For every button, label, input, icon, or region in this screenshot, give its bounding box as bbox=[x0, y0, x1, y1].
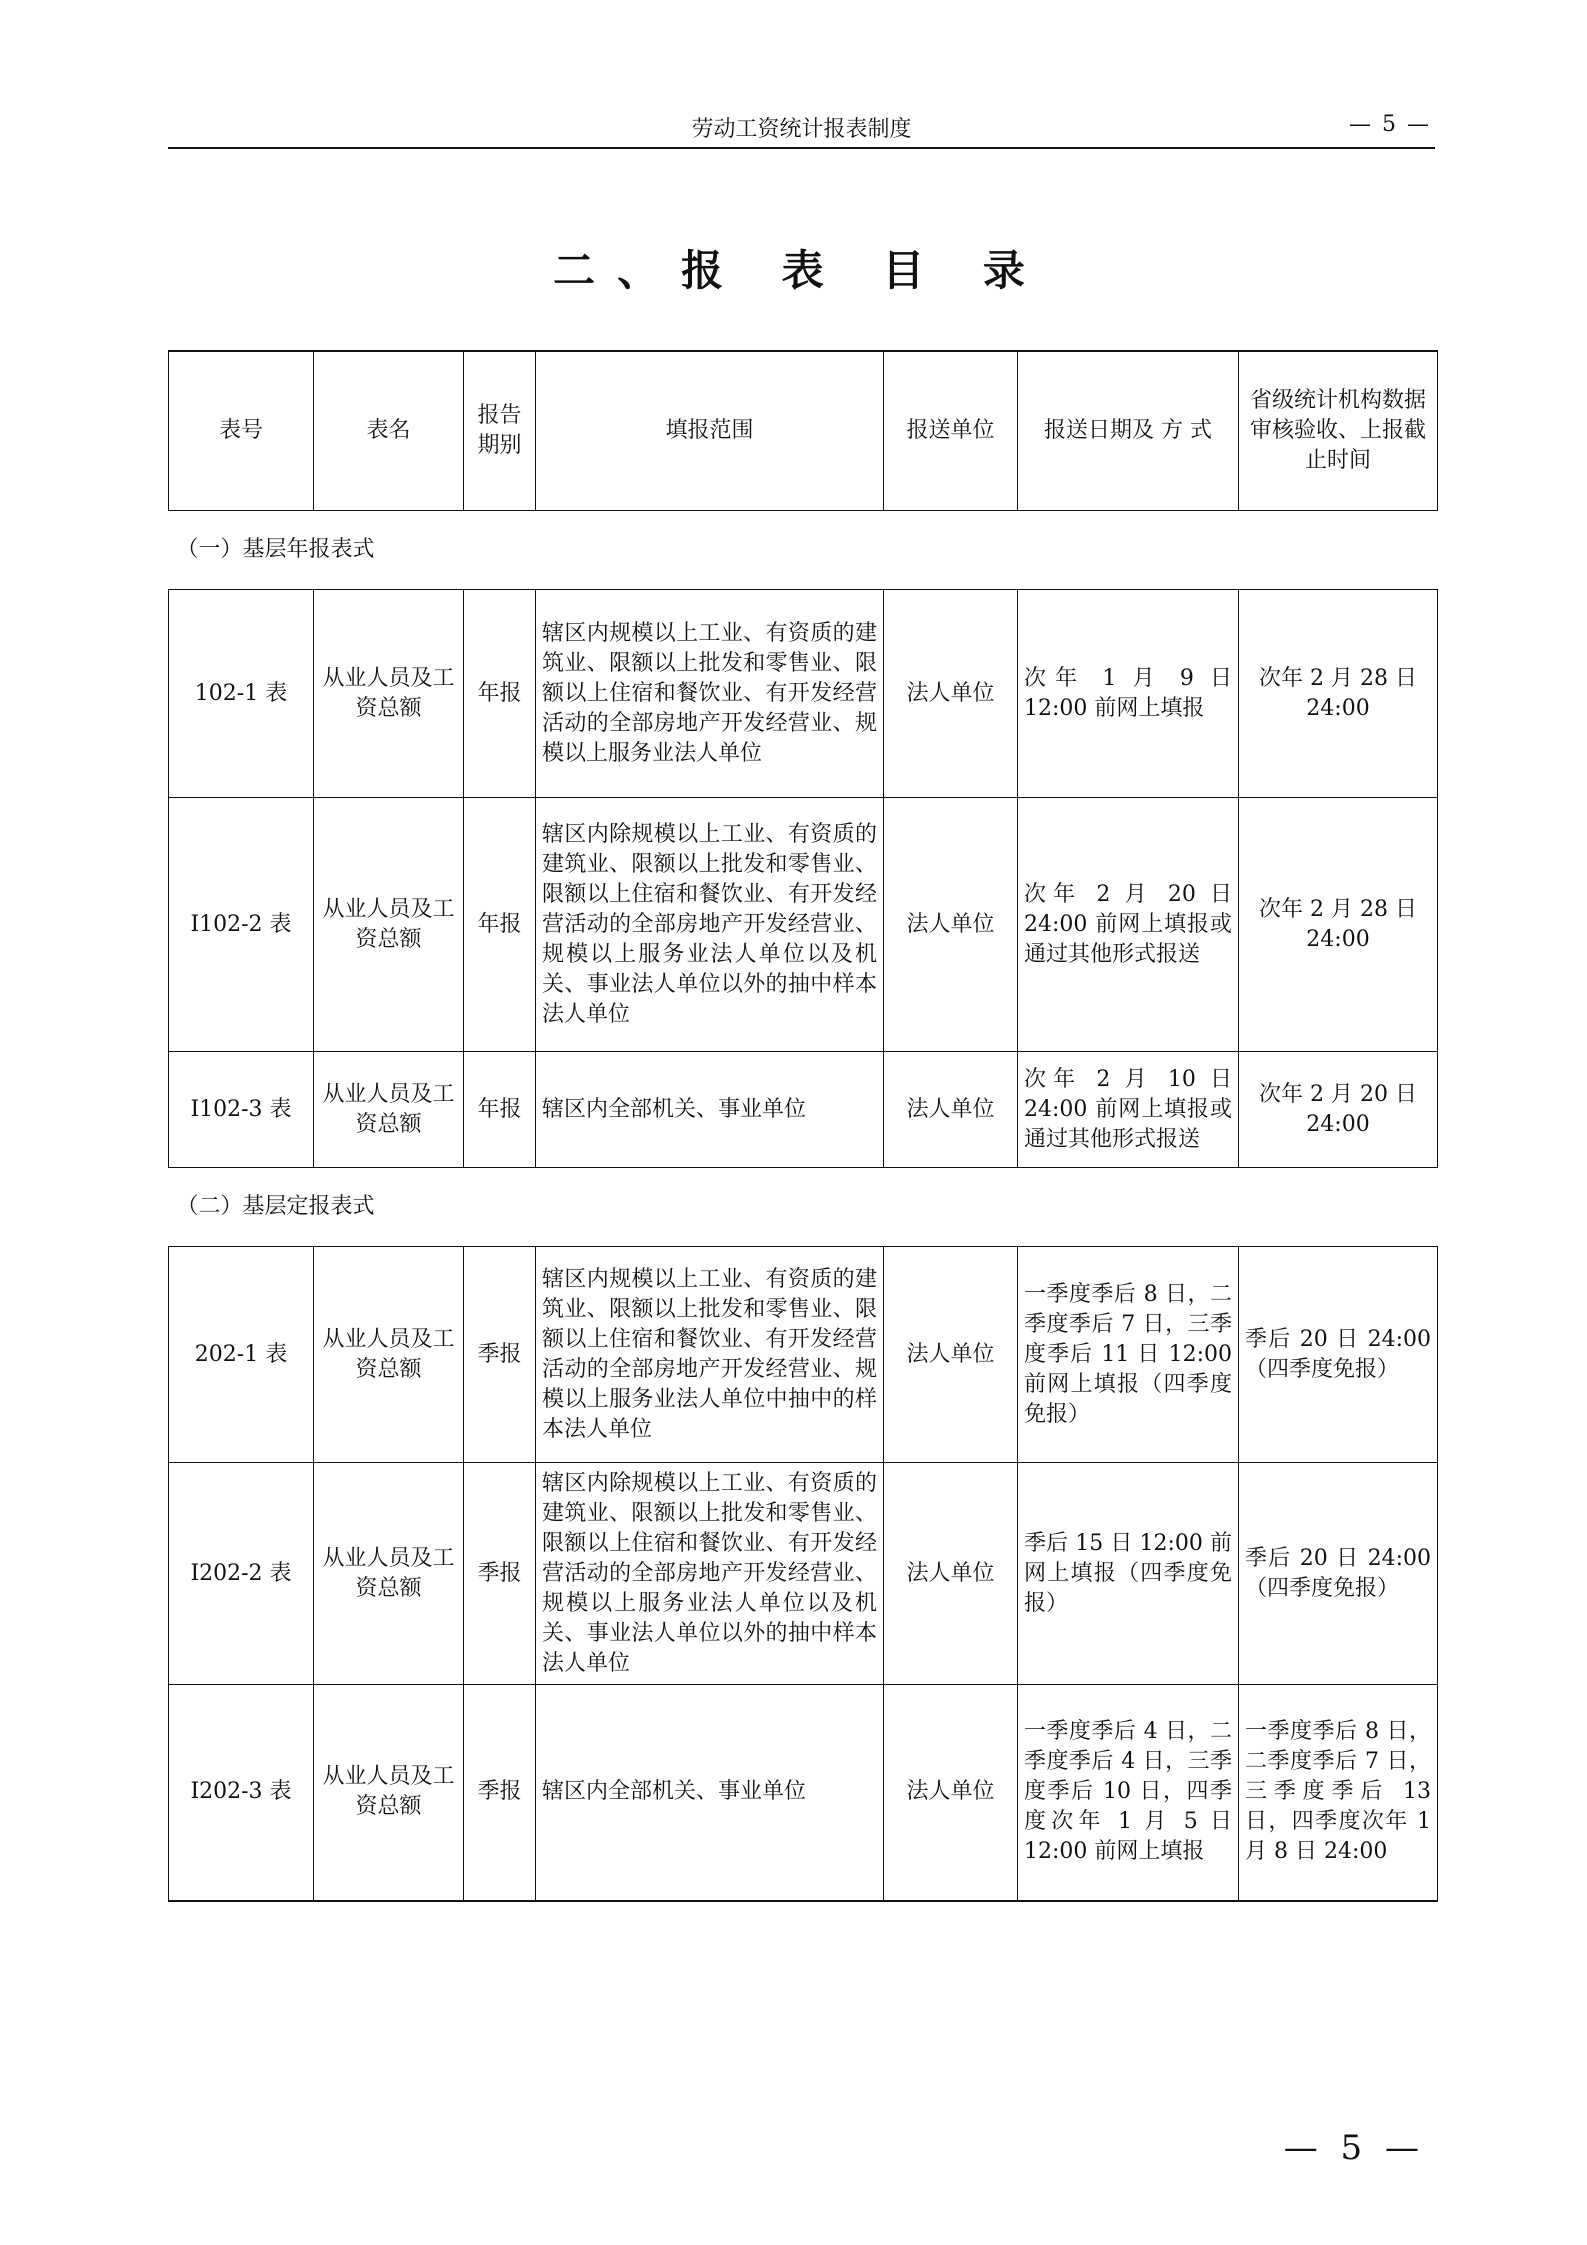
cell-date: 季后 15 日 12:00 前网上填报（四季度免报） bbox=[1018, 1463, 1239, 1685]
cell-period: 年报 bbox=[464, 590, 536, 798]
cell-code: I202-2 表 bbox=[169, 1463, 314, 1685]
report-catalog-table bbox=[168, 350, 1438, 1902]
cell-code: 102-1 表 bbox=[169, 590, 314, 798]
table-row bbox=[169, 1247, 1438, 1463]
cell-scope: 辖区内规模以上工业、有资质的建筑业、限额以上批发和零售业、限额以上住宿和餐饮业、有开发经营活动的全部房地产开发经营业、规模以上服务业法人单位中抽中的样本法人单位 bbox=[536, 1247, 884, 1463]
column-header-deadline: 省级统计机构数据审核验收、上报截止时间 bbox=[1239, 351, 1438, 511]
cell-deadline: 次年 2 月 28 日 24:00 bbox=[1239, 590, 1438, 798]
cell-period: 季报 bbox=[464, 1247, 536, 1463]
cell-unit: 法人单位 bbox=[884, 1052, 1018, 1168]
cell-code: I102-2 表 bbox=[169, 798, 314, 1052]
cell-name: 从业人员及工资总额 bbox=[314, 590, 464, 798]
header-rule bbox=[168, 147, 1435, 149]
cell-deadline: 次年 2 月 28 日 24:00 bbox=[1239, 798, 1438, 1052]
cell-name: 从业人员及工资总额 bbox=[314, 1247, 464, 1463]
cell-name: 从业人员及工资总额 bbox=[314, 798, 464, 1052]
cell-code: I202-3 表 bbox=[169, 1685, 314, 1901]
table-header-row bbox=[169, 351, 1438, 511]
cell-date: 次年 2 月 10 日 24:00 前网上填报或通过其他形式报送 bbox=[1018, 1052, 1239, 1168]
section-row bbox=[169, 511, 1438, 590]
running-header bbox=[168, 112, 1435, 150]
cell-unit: 法人单位 bbox=[884, 798, 1018, 1052]
cell-name: 从业人员及工资总额 bbox=[314, 1685, 464, 1901]
column-header-name: 表名 bbox=[314, 351, 464, 511]
cell-unit: 法人单位 bbox=[884, 1685, 1018, 1901]
table-row bbox=[169, 1685, 1438, 1901]
cell-code: 202-1 表 bbox=[169, 1247, 314, 1463]
table-row bbox=[169, 1052, 1438, 1168]
cell-unit: 法人单位 bbox=[884, 1463, 1018, 1685]
cell-scope: 辖区内规模以上工业、有资质的建筑业、限额以上批发和零售业、限额以上住宿和餐饮业、有开发经营活动的全部房地产开发经营业、规模以上服务业法人单位 bbox=[536, 590, 884, 798]
footer-page-number: — 5 — bbox=[1283, 2128, 1425, 2168]
cell-deadline: 一季度季后 8 日，二季度季后 7 日，三季度季后 13 日，四季度次年 1 月 8 日 24:00 bbox=[1239, 1685, 1438, 1901]
column-header-scope: 填报范围 bbox=[536, 351, 884, 511]
table-row bbox=[169, 1463, 1438, 1685]
cell-unit: 法人单位 bbox=[884, 1247, 1018, 1463]
cell-unit: 法人单位 bbox=[884, 590, 1018, 798]
running-header-page-number: — 5 — bbox=[1349, 112, 1431, 137]
cell-date: 一季度季后 8 日，二季度季后 7 日，三季度季后 11 日 12:00 前网上填报（四季度免报） bbox=[1018, 1247, 1239, 1463]
cell-name: 从业人员及工资总额 bbox=[314, 1463, 464, 1685]
cell-date: 次年 1 月 9 日 12:00 前网上填报 bbox=[1018, 590, 1239, 798]
cell-date: 一季度季后 4 日，二季度季后 4 日，三季度季后 10 日，四季度次年 1 月 5 日 12:00 前网上填报 bbox=[1018, 1685, 1239, 1901]
section-title: （二）基层定报表式 bbox=[169, 1168, 1438, 1247]
cell-period: 年报 bbox=[464, 798, 536, 1052]
cell-scope: 辖区内除规模以上工业、有资质的建筑业、限额以上批发和零售业、限额以上住宿和餐饮业、有开发经营活动的全部房地产开发经营业、规模以上服务业法人单位以及机关、事业法人单位以外的抽中样本法人单位 bbox=[536, 1463, 884, 1685]
page-title: 二、报 表 目 录 bbox=[553, 246, 1047, 295]
running-header-title: 劳动工资统计报表制度 bbox=[691, 117, 912, 142]
cell-date: 次年 2 月 20 日 24:00 前网上填报或通过其他形式报送 bbox=[1018, 798, 1239, 1052]
table-row bbox=[169, 798, 1438, 1052]
cell-code: I102-3 表 bbox=[169, 1052, 314, 1168]
section-row bbox=[169, 1168, 1438, 1247]
cell-period: 季报 bbox=[464, 1463, 536, 1685]
cell-name: 从业人员及工资总额 bbox=[314, 1052, 464, 1168]
column-header-code: 表号 bbox=[169, 351, 314, 511]
cell-scope: 辖区内除规模以上工业、有资质的建筑业、限额以上批发和零售业、限额以上住宿和餐饮业、有开发经营活动的全部房地产开发经营业、规模以上服务业法人单位以及机关、事业法人单位以外的抽中样本法人单位 bbox=[536, 798, 884, 1052]
cell-deadline: 季后 20 日 24:00（四季度免报） bbox=[1239, 1247, 1438, 1463]
column-header-unit: 报送单位 bbox=[884, 351, 1018, 511]
cell-deadline: 季后 20 日 24:00（四季度免报） bbox=[1239, 1463, 1438, 1685]
column-header-date: 报送日期及 方 式 bbox=[1018, 351, 1239, 511]
section-title: （一）基层年报表式 bbox=[169, 511, 1438, 590]
column-header-period: 报告期别 bbox=[464, 351, 536, 511]
cell-deadline: 次年 2 月 20 日 24:00 bbox=[1239, 1052, 1438, 1168]
cell-scope: 辖区内全部机关、事业单位 bbox=[536, 1052, 884, 1168]
cell-period: 季报 bbox=[464, 1685, 536, 1901]
cell-scope: 辖区内全部机关、事业单位 bbox=[536, 1685, 884, 1901]
cell-period: 年报 bbox=[464, 1052, 536, 1168]
table-row bbox=[169, 590, 1438, 798]
